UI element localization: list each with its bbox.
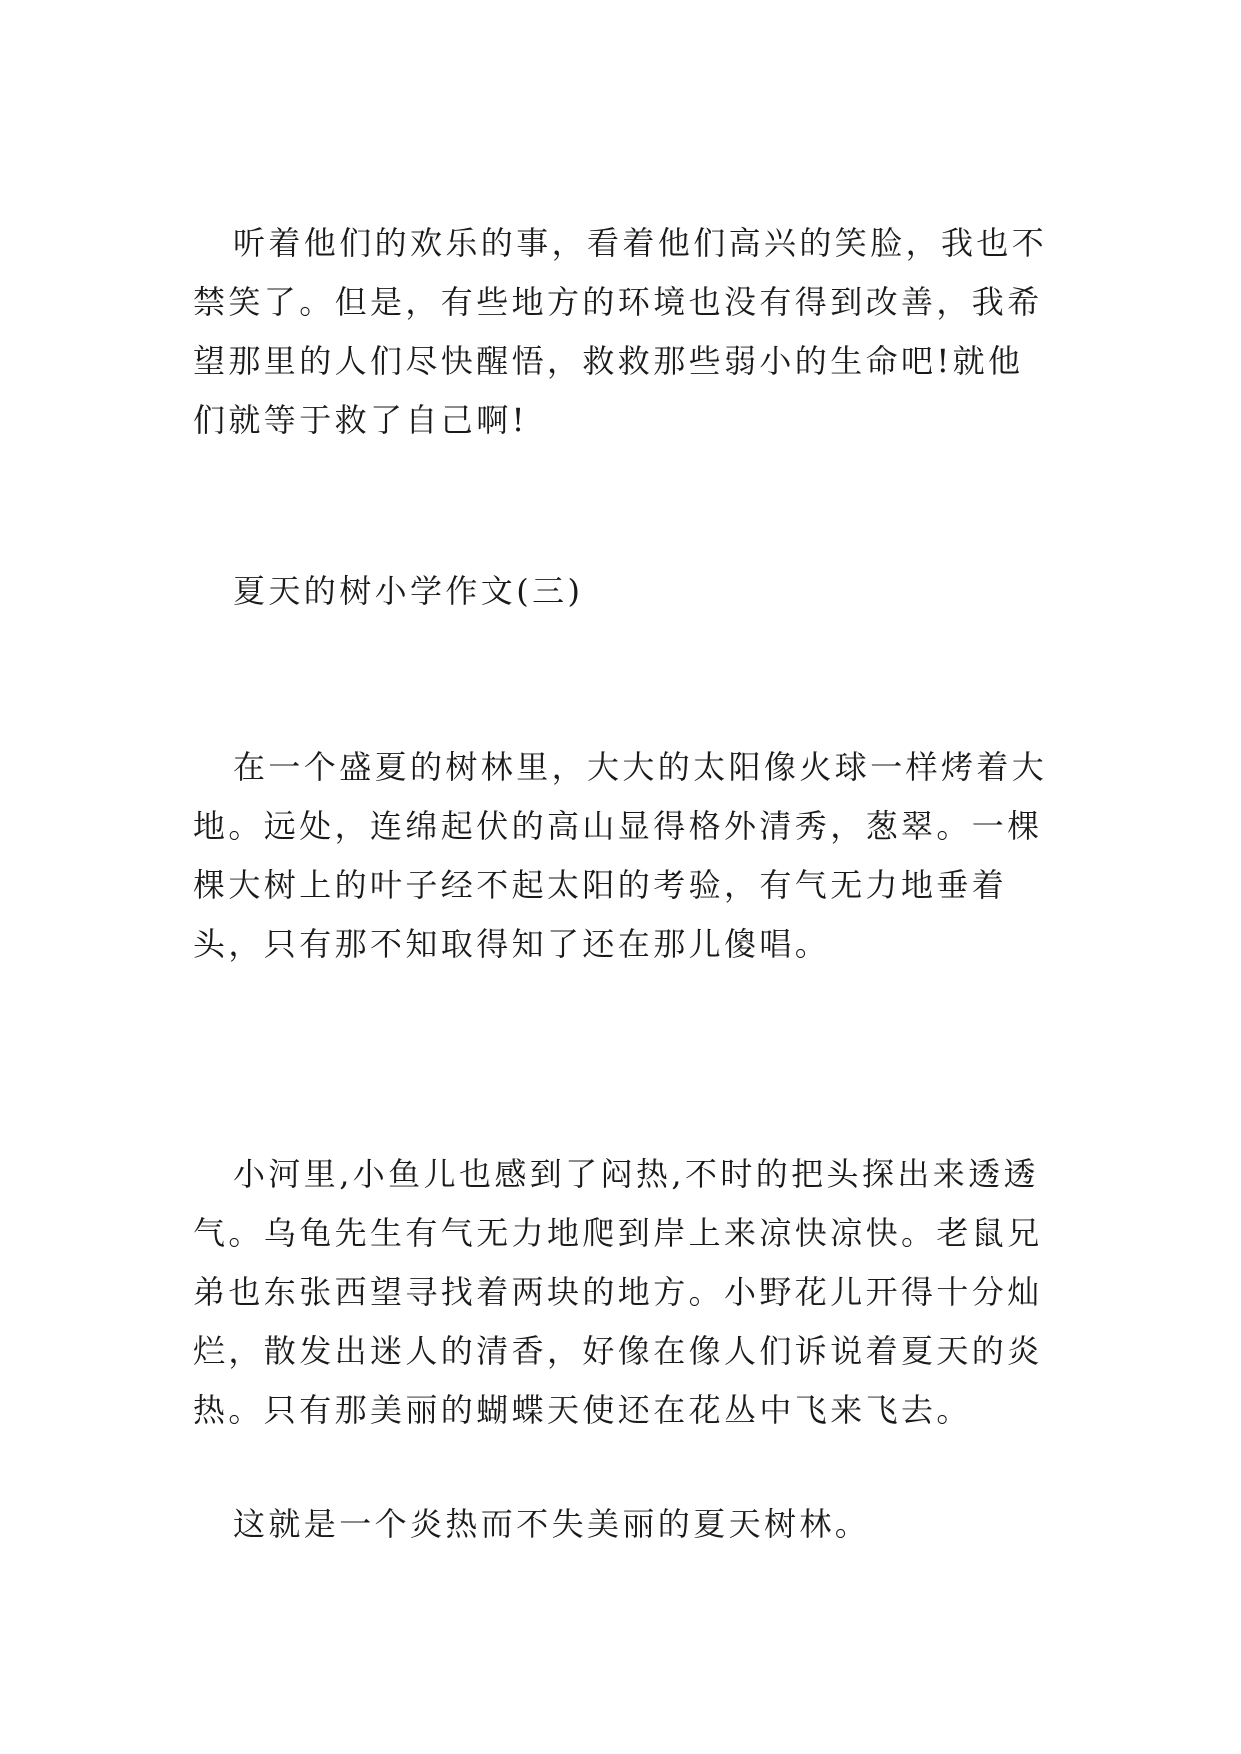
paragraph-river: 小河里,小鱼儿也感到了闷热,不时的把头探出来透透气。乌龟先生有气无力地爬到岸上来凉快凉快。老鼠兄弟也东张西望寻找着两块的地方。小野花儿开得十分灿烂，散发出迷人的清香，好像在像人们诉说着夏天的炎热。只有那美丽的蝴蝶天使还在花丛中飞来飞去。 xyxy=(193,1155,1043,1429)
paragraph-summary: 这就是一个炎热而不失美丽的夏天树林。 xyxy=(233,1505,871,1543)
paragraph-conclusion: 听着他们的欢乐的事，看着他们高兴的笑脸，我也不禁笑了。但是，有些地方的环境也没有得到改善，我希望那里的人们尽快醒悟，救救那些弱小的生命吧!就他们就等于救了自己啊! xyxy=(193,224,1048,439)
paragraph-forest: 在一个盛夏的树林里，大大的太阳像火球一样烤着大地。远处，连绵起伏的高山显得格外清秀，葱翠。一棵棵大树上的叶子经不起太阳的考验，有气无力地垂着头，只有那不知取得知了还在那儿傻唱。 xyxy=(193,748,1048,963)
essay-title: 夏天的树小学作文(三) xyxy=(233,572,584,610)
